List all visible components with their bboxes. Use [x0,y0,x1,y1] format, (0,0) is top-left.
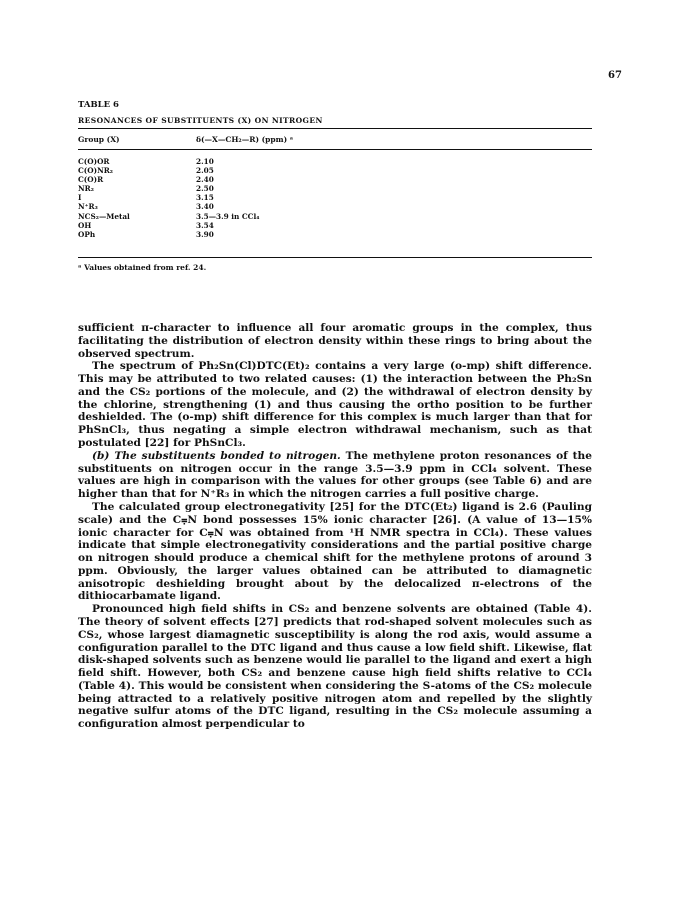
table-bottom-rule [78,257,592,258]
paragraph: The calculated group electronegativity [25] for the DTC(Et₂) ligand is 2.6 (Pauling scale) and the C⩦N bond possesses 15% ionic character [26]. (A value of 13—15% ionic character for C⩦N was obtained from ¹H NMR spectra in CCl₄). These values indicate that simple electronegativity considerations and the partial positive charge on nitrogen should produce a chemical shift for the methylene protons of around 3 ppm. Obviously, the larger values obtained can be attributed to diamagnetic anisotropic deshielding brought about by the delocalized π-electrons of the dithiocarbamate ligand. [78,500,592,603]
table-row [78,221,592,230]
group-cell: NR₂ [78,184,94,194]
paragraph [78,450,592,501]
group-cell: C(O)NR₂ [78,166,113,176]
table-header-shift: δ(—X—CH₂—R) (ppm) ᵃ [196,135,294,144]
table-row [78,212,592,221]
group-cell: C(O)R [78,175,104,185]
group-cell: OH [78,220,92,230]
paragraph: Pronounced high field shifts in CS₂ and benzene solvents are obtained (Table 4). The theory of solvent effects [27] predicts that rod-shaped solvent molecules such as CS₂, whose largest diamagnetic susceptibility is along the rod axis, would assume a configuration parallel to the DTC ligand and thus cause a low field shift. Likewise, flat disk-shaped solvents such as benzene would lie parallel to the ligand and exert a high field shift. However, both CS₂ and benzene cause high field shifts relative to CCl₄ (Table 4). This would be consistent when considering the S-atoms of the CS₂ molecule being attracted to a relatively positive nitrogen atom and repelled by the slightly negative sulfur atoms of the DTC ligand, resulting in the CS₂ molecule assuming a configuration almost perpendicular to [78,603,592,731]
shift-cell: 3.54 [196,220,214,230]
shift-cell: 2.05 [196,166,214,176]
group-cell: I [78,193,82,203]
shift-cell: 2.10 [196,157,214,166]
table-footnote: ᵃ Values obtained from ref. 24. [78,263,207,272]
shift-cell: 3.90 [196,229,214,239]
shift-cell: 3.5—3.9 in CCl₄ [196,211,260,221]
group-cell: OPh [78,229,96,239]
table-row [78,175,592,184]
table-header-group: Group (X) [78,135,120,144]
table-row [78,230,592,239]
shift-cell: 3.40 [196,202,214,212]
table-body [78,157,592,239]
shift-cell: 2.50 [196,184,214,194]
group-cell: NCS₂—Metal [78,211,130,221]
page-number: 67 [608,70,622,81]
section-heading: (b) The substituents bonded to nitrogen. [92,449,341,462]
table-caption: TABLE 6 [78,100,119,110]
paragraph: sufficient π-character to influence all four aromatic groups in the complex, thus facilitating the distribution of electron density within these rings to bring about the observed spectrum. [78,322,592,360]
table-row [78,157,592,166]
table-row [78,202,592,211]
table-title: RESONANCES OF SUBSTITUENTS (X) ON NITROGEN [78,116,323,125]
table-row [78,184,592,193]
shift-cell: 2.40 [196,175,214,185]
shift-cell: 3.15 [196,193,214,203]
table-row [78,166,592,175]
table-top-rule [78,128,592,129]
paragraph-text: The methylene proton resonances of the substituents on nitrogen occur in the range 3.5—3.9 ppm in CCl₄ solvent. These values are high in comparison with the values for other groups (see Table 6) and are higher than that for N⁺R₃ in which the nitrogen carries a full positive charge. [78,449,593,501]
body-text [78,322,592,731]
group-cell: C(O)OR [78,157,110,166]
table-header-rule [78,149,592,150]
table-row [78,193,592,202]
paragraph: The spectrum of Ph₂Sn(Cl)DTC(Et)₂ contains a very large (o-mp) shift difference. This may be attributed to two related causes: (1) the interaction between the Ph₂Sn and the CS₂ portions of the molecule, and (2) the withdrawal of electron density by the chlorine, strengthening (1) and thus causing the ortho position to be further deshielded. The (o-mp) shift difference for this complex is much larger than that for PhSnCl₃, thus negating a simple electron withdrawal mechanism, such as that postulated [22] for PhSnCl₃. [78,360,592,450]
group-cell: N⁺R₃ [78,202,98,212]
